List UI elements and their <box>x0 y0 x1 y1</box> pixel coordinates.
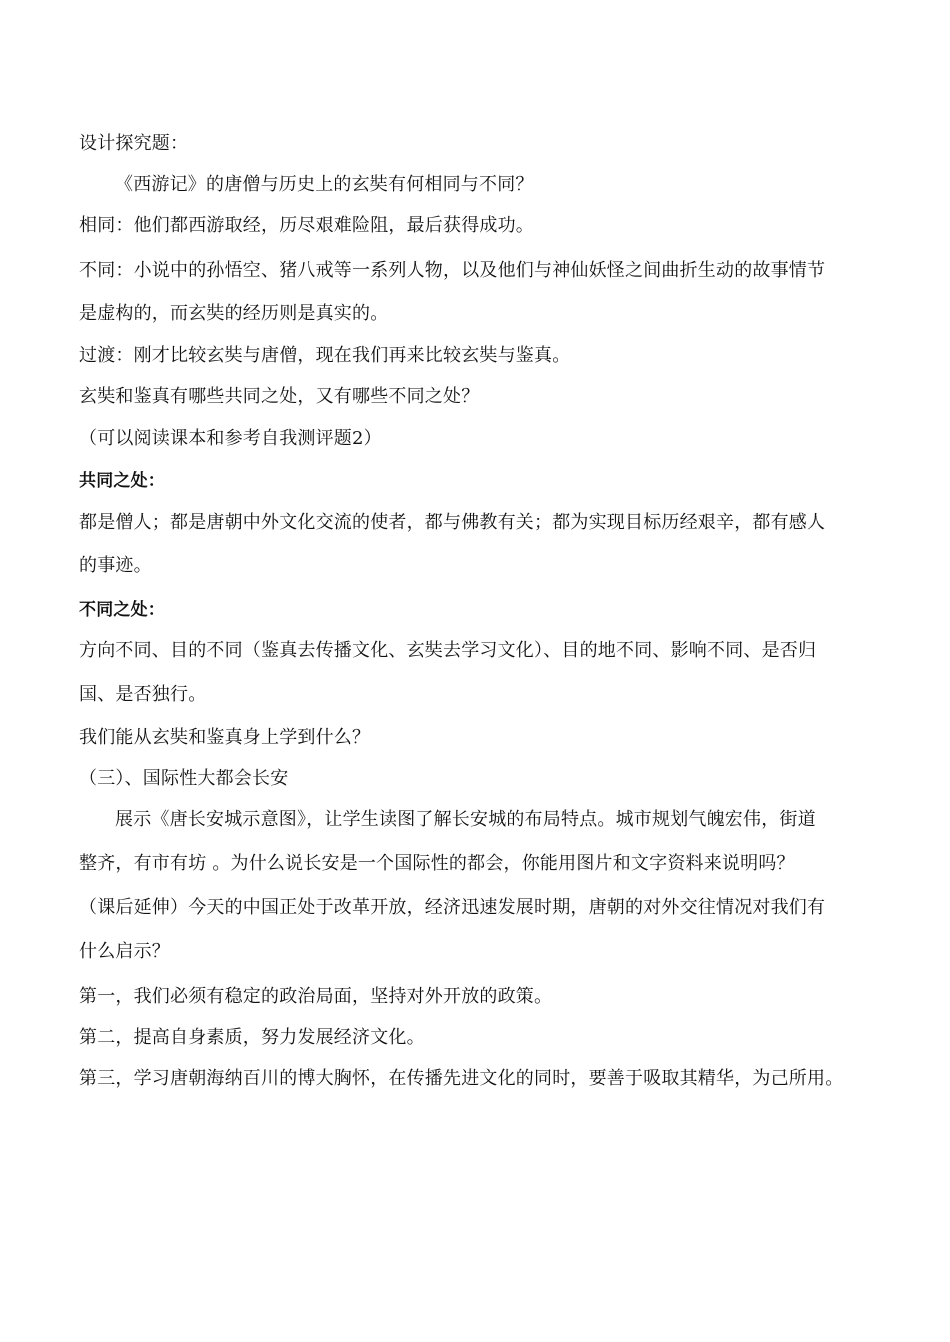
paragraph-line: 展示《唐长安城示意图》，让学生读图了解长安城的布局特点。城市规划气魄宏伟，街道 <box>115 809 816 830</box>
paragraph-line: 方向不同、目的不同（鉴真去传播文化、玄奘去学习文化）、目的地不同、影响不同、是否归 <box>79 640 817 661</box>
paragraph-line: 的事迹。 <box>79 555 152 576</box>
list-item: 第三，学习唐朝海纳百川的博大胸怀，在传播先进文化的同时，要善于吸取其精华，为己所用。 <box>79 1068 844 1089</box>
subheading-common: 共同之处： <box>79 471 165 491</box>
paragraph-line: 都是僧人；都是唐朝中外文化交流的使者，都与佛教有关；都为实现目标历经艰辛，都有感人 <box>79 512 826 533</box>
paragraph-line: 国、是否独行。 <box>79 684 207 705</box>
paragraph-line: 是虚构的，而玄奘的经历则是真实的。 <box>79 303 389 324</box>
paragraph-line: 整齐，有市有坊 。为什么说长安是一个国际性的都会，你能用图片和文字资料来说明吗？ <box>79 853 795 874</box>
paragraph-line: 不同：小说中的孙悟空、猪八戒等一系列人物，以及他们与神仙妖怪之间曲折生动的故事情节 <box>79 260 826 281</box>
question-text: 玄奘和鉴真有哪些共同之处，又有哪些不同之处？ <box>79 386 480 407</box>
paragraph-line: （可以阅读课本和参考自我测评题2） <box>79 428 382 449</box>
paragraph-line: （课后延伸）今天的中国正处于改革开放，经济迅速发展时期，唐朝的对外交往情况对我们有 <box>79 897 826 918</box>
paragraph-line: 什么启示？ <box>79 941 170 962</box>
list-item: 第一，我们必须有稳定的政治局面，坚持对外开放的政策。 <box>79 986 553 1007</box>
paragraph-line: 相同：他们都西游取经，历尽艰难险阻，最后获得成功。 <box>79 215 534 236</box>
list-item: 第二，提高自身素质，努力发展经济文化。 <box>79 1027 425 1048</box>
section-heading: 设计探究题： <box>79 133 189 154</box>
section-heading: （三）、国际性大都会长安 <box>79 768 289 789</box>
paragraph-line: 过渡：刚才比较玄奘与唐僧，现在我们再来比较玄奘与鉴真。 <box>79 345 571 366</box>
question-text: 《西游记》的唐僧与历史上的玄奘有何相同与不同？ <box>115 174 534 195</box>
subheading-different: 不同之处： <box>79 600 165 620</box>
question-text: 我们能从玄奘和鉴真身上学到什么？ <box>79 727 371 748</box>
